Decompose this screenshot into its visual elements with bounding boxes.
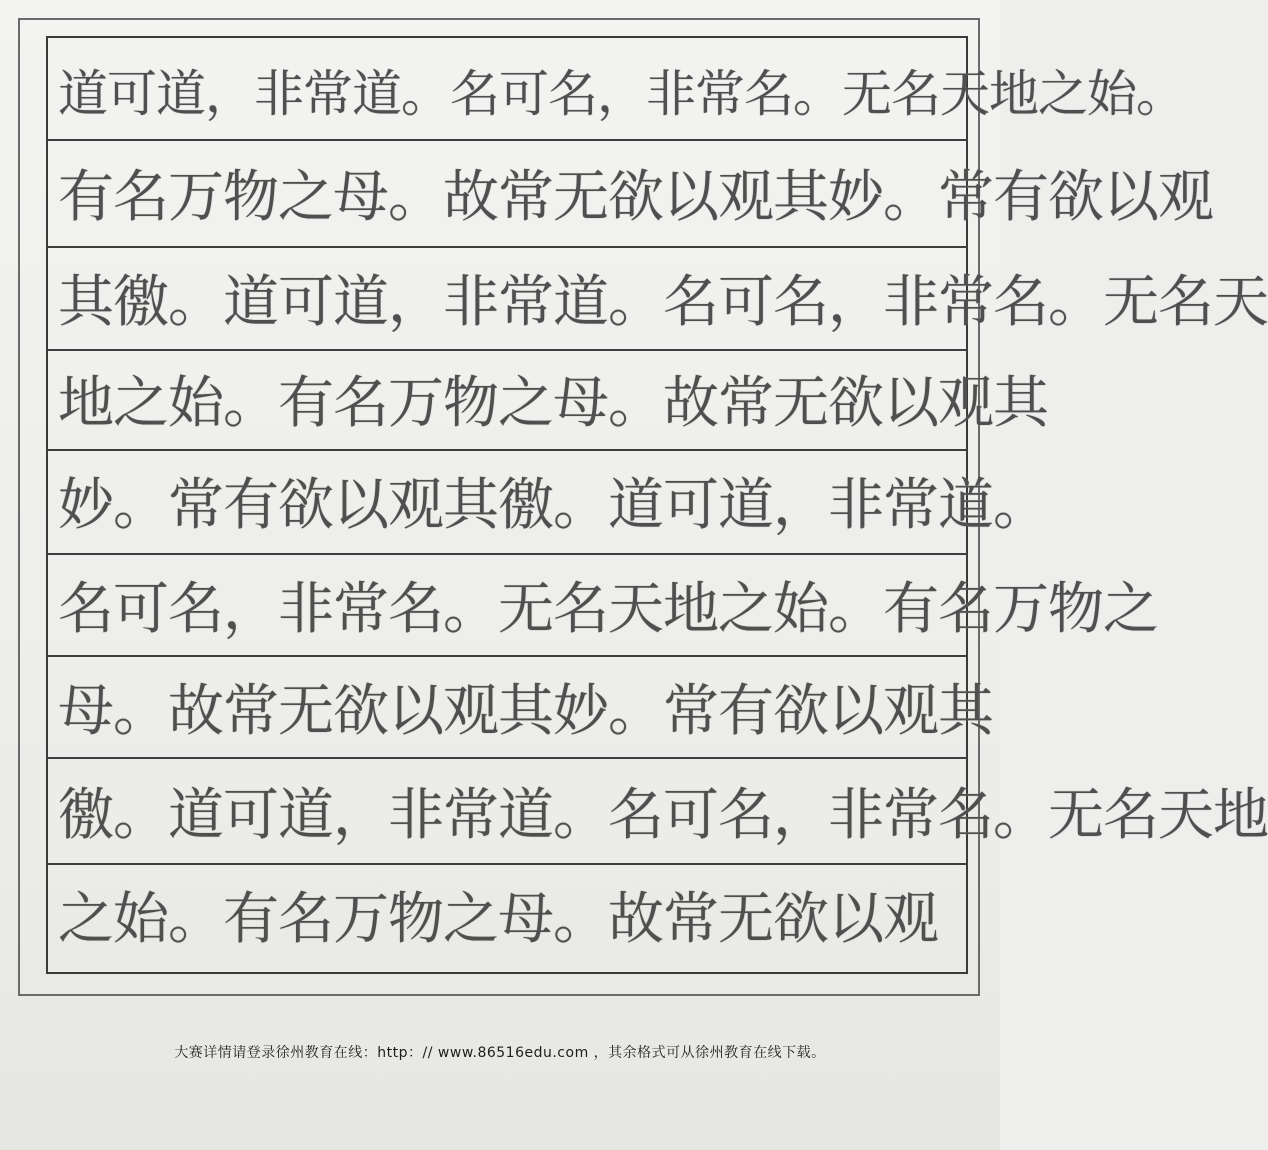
- handwriting-line-4: 地之始。有名万物之母。故常无欲以观其: [58, 371, 1048, 436]
- ruled-line: [46, 349, 968, 351]
- handwriting-line-1: 道可道，非常道。名可名，非常名。无名天地之始。: [58, 65, 1185, 123]
- ruled-line: [46, 246, 968, 248]
- ruled-line: [46, 553, 968, 555]
- handwriting-line-5: 妙。常有欲以观其徼。道可道，非常道。: [58, 473, 1048, 538]
- footer-notice: 大赛详情请登录徐州教育在线：http：// www.86516edu.com ，其余格式可从徐州教育在线下载。: [174, 1045, 826, 1061]
- ruled-line: [46, 449, 968, 451]
- handwriting-line-2: 有名万物之母。故常无欲以观其妙。常有欲以观: [58, 165, 1213, 230]
- ruled-line: [46, 139, 968, 141]
- ruled-line: [46, 655, 968, 657]
- handwriting-line-8: 徼。道可道，非常道。名可名，非常名。无名天地: [58, 783, 1268, 848]
- handwriting-line-6: 名可名，非常名。无名天地之始。有名万物之: [58, 577, 1158, 642]
- handwriting-line-9: 之始。有名万物之母。故常无欲以观: [58, 887, 938, 952]
- handwriting-line-3: 其徼。道可道，非常道。名可名，非常名。无名天: [58, 270, 1268, 335]
- ruled-line: [46, 757, 968, 759]
- handwriting-line-7: 母。故常无欲以观其妙。常有欲以观其: [58, 679, 993, 744]
- ruled-line: [46, 863, 968, 865]
